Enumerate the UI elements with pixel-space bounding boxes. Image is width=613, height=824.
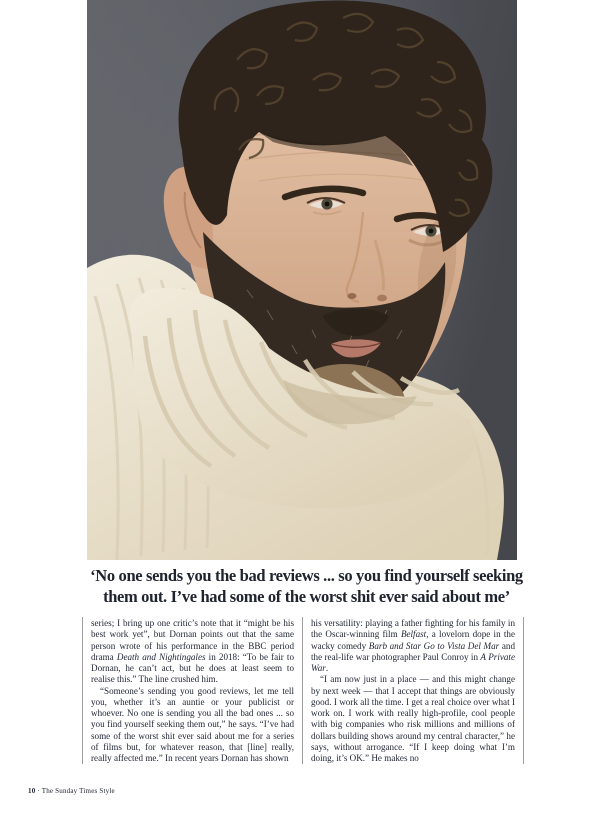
publication-name: The Sunday Times Style	[41, 787, 115, 795]
article-column-right	[303, 617, 524, 764]
portrait-illustration	[87, 0, 517, 560]
article-paragraph: his versatility: playing a father fighting for his family in the Oscar-winning film Belfast, a lovelorn dope in the wacky comedy Barb and Star Go to Vista Del Mar and the real-life war photographer Paul Conroy in A Private War.	[311, 618, 516, 673]
pull-quote-line-2: them out. I’ve had some of the worst shit ever said about me’	[103, 586, 510, 606]
article-paragraph: “Someone’s sending you good reviews, let me tell you, whether it’s an auntie or your publicist or whoever. No one is sending you all the bad ones ... so you find yourself seeking them out,” he says. “I’ve had some of the worst shit ever said about me for a series of films but, for whatever reason, that [line] really, really affected me.” In recent years Dornan has shown	[91, 685, 294, 763]
page-footer	[28, 787, 115, 795]
page-number: 10	[28, 787, 36, 795]
pull-quote	[50, 566, 563, 607]
article-column-left	[82, 617, 303, 764]
footer-separator: ·	[37, 787, 40, 795]
article-paragraph: “I am now just in a place — and this might change by next week — that I accept that things are obviously good. I work all the time. I get a real choice over what I work on. I work with really high-profile, cool people with big companies who risk millions and millions of dollars building shows around my central character,” he says, without arrogance. “If I keep doing what I’m doing, it’s OK.” He makes no	[311, 674, 515, 763]
pull-quote-line-1: ‘No one sends you the bad reviews ... so you find yourself seeking	[90, 566, 523, 585]
article-paragraph: series; I bring up one critic’s note that it “might be his best work yet”, but Dornan points out that the same person wrote of his performance in the BBC period drama Death and Nightingales in 2018: “To be fair to Dornan, he can’t act, but he does at least seem to realise this.” The line crushed him.	[91, 618, 294, 685]
portrait-photo	[87, 0, 517, 560]
article-columns	[82, 617, 524, 764]
